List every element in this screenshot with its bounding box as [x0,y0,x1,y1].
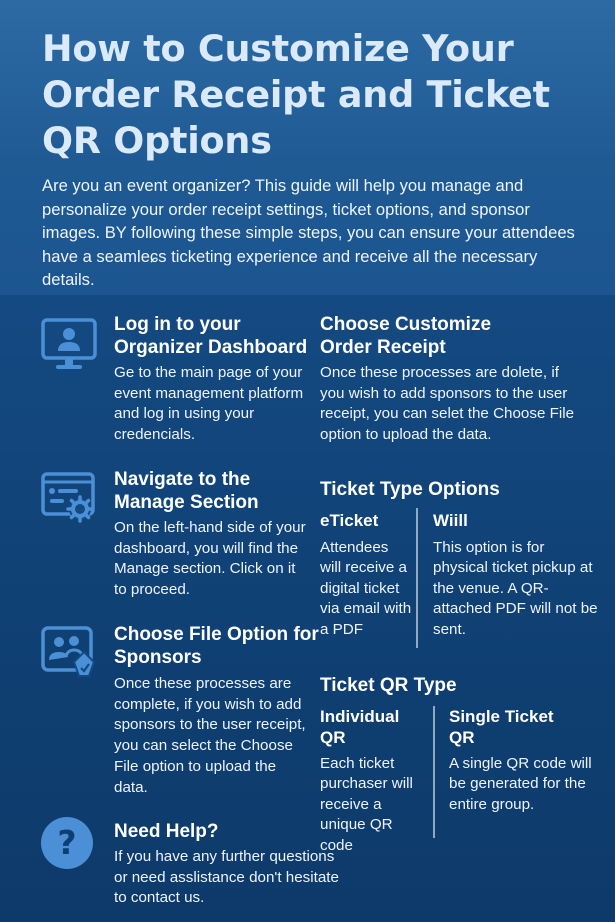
step-3-title: Choose File Option for Sponsors [114,624,319,668]
step-1-title: Log in to your Organizer Dashboard [114,314,308,358]
eticket-text: Attendees will receive a digital ticket via email with a PDF [320,539,412,638]
ticket-qr-divider [433,706,435,838]
settings-window-icon [40,470,98,528]
step-4-title: Need Help? [114,821,219,842]
customize-receipt-text: Once these processes are dolete, if you wish to add sponsors to the user receipt, you can selet the Choose File option to upload the data. [320,364,575,444]
page-title: How to Customize Your Order Receipt and Ticket QR Options [42,27,550,162]
single-qr-text: A single QR code will be generated for the entire group. [449,755,592,813]
single-qr-title: Single Ticket QR [449,707,554,747]
individual-qr-text: Each ticket purchaser will receive a unique QR code [320,755,413,854]
ticket-type-title: Ticket Type Options [320,479,500,500]
individual-qr-title: Individual QR [320,707,400,747]
ticket-qr-title: Ticket QR Type [320,675,457,696]
will-call-text: This option is for physical ticket pickup at the venue. A QR-attached PDF will not be sent. [433,539,598,638]
step-2-title: Navigate to the Manage Section [114,469,259,513]
step-3-text: Once these processes are complete, if you wish to add sponsors to the user receipt, you can select the Choose File option to upload the data. [114,675,306,796]
image-upload-icon [40,624,98,682]
customize-receipt-title: Choose Customize Order Receipt [320,314,492,358]
step-1-text: Ge to the main page of your event management platform and log in using your credencials. [114,364,304,444]
will-call-title: Wiill [433,511,468,530]
ticket-type-divider [416,508,418,648]
step-4-text: If you have any further questions or need asslistance don't hesitate to contact us. [114,848,339,907]
svg-text:?: ? [57,823,77,862]
eticket-title: eTicket [320,511,379,530]
monitor-user-icon [40,316,98,374]
intro-paragraph: Are you an event organizer? This guide will help you manage and personalize your order receipt settings, ticket options, and sponsor images. BY following these simple steps, you can ensure your attendees have a seamleɕs ticketing experience and receive all the necessary details. [42,176,575,289]
step-2-text: On the left-hand side of your dashboard, you will find the Manage section. Click on it to proceed. [114,519,306,599]
question-icon [40,814,98,872]
